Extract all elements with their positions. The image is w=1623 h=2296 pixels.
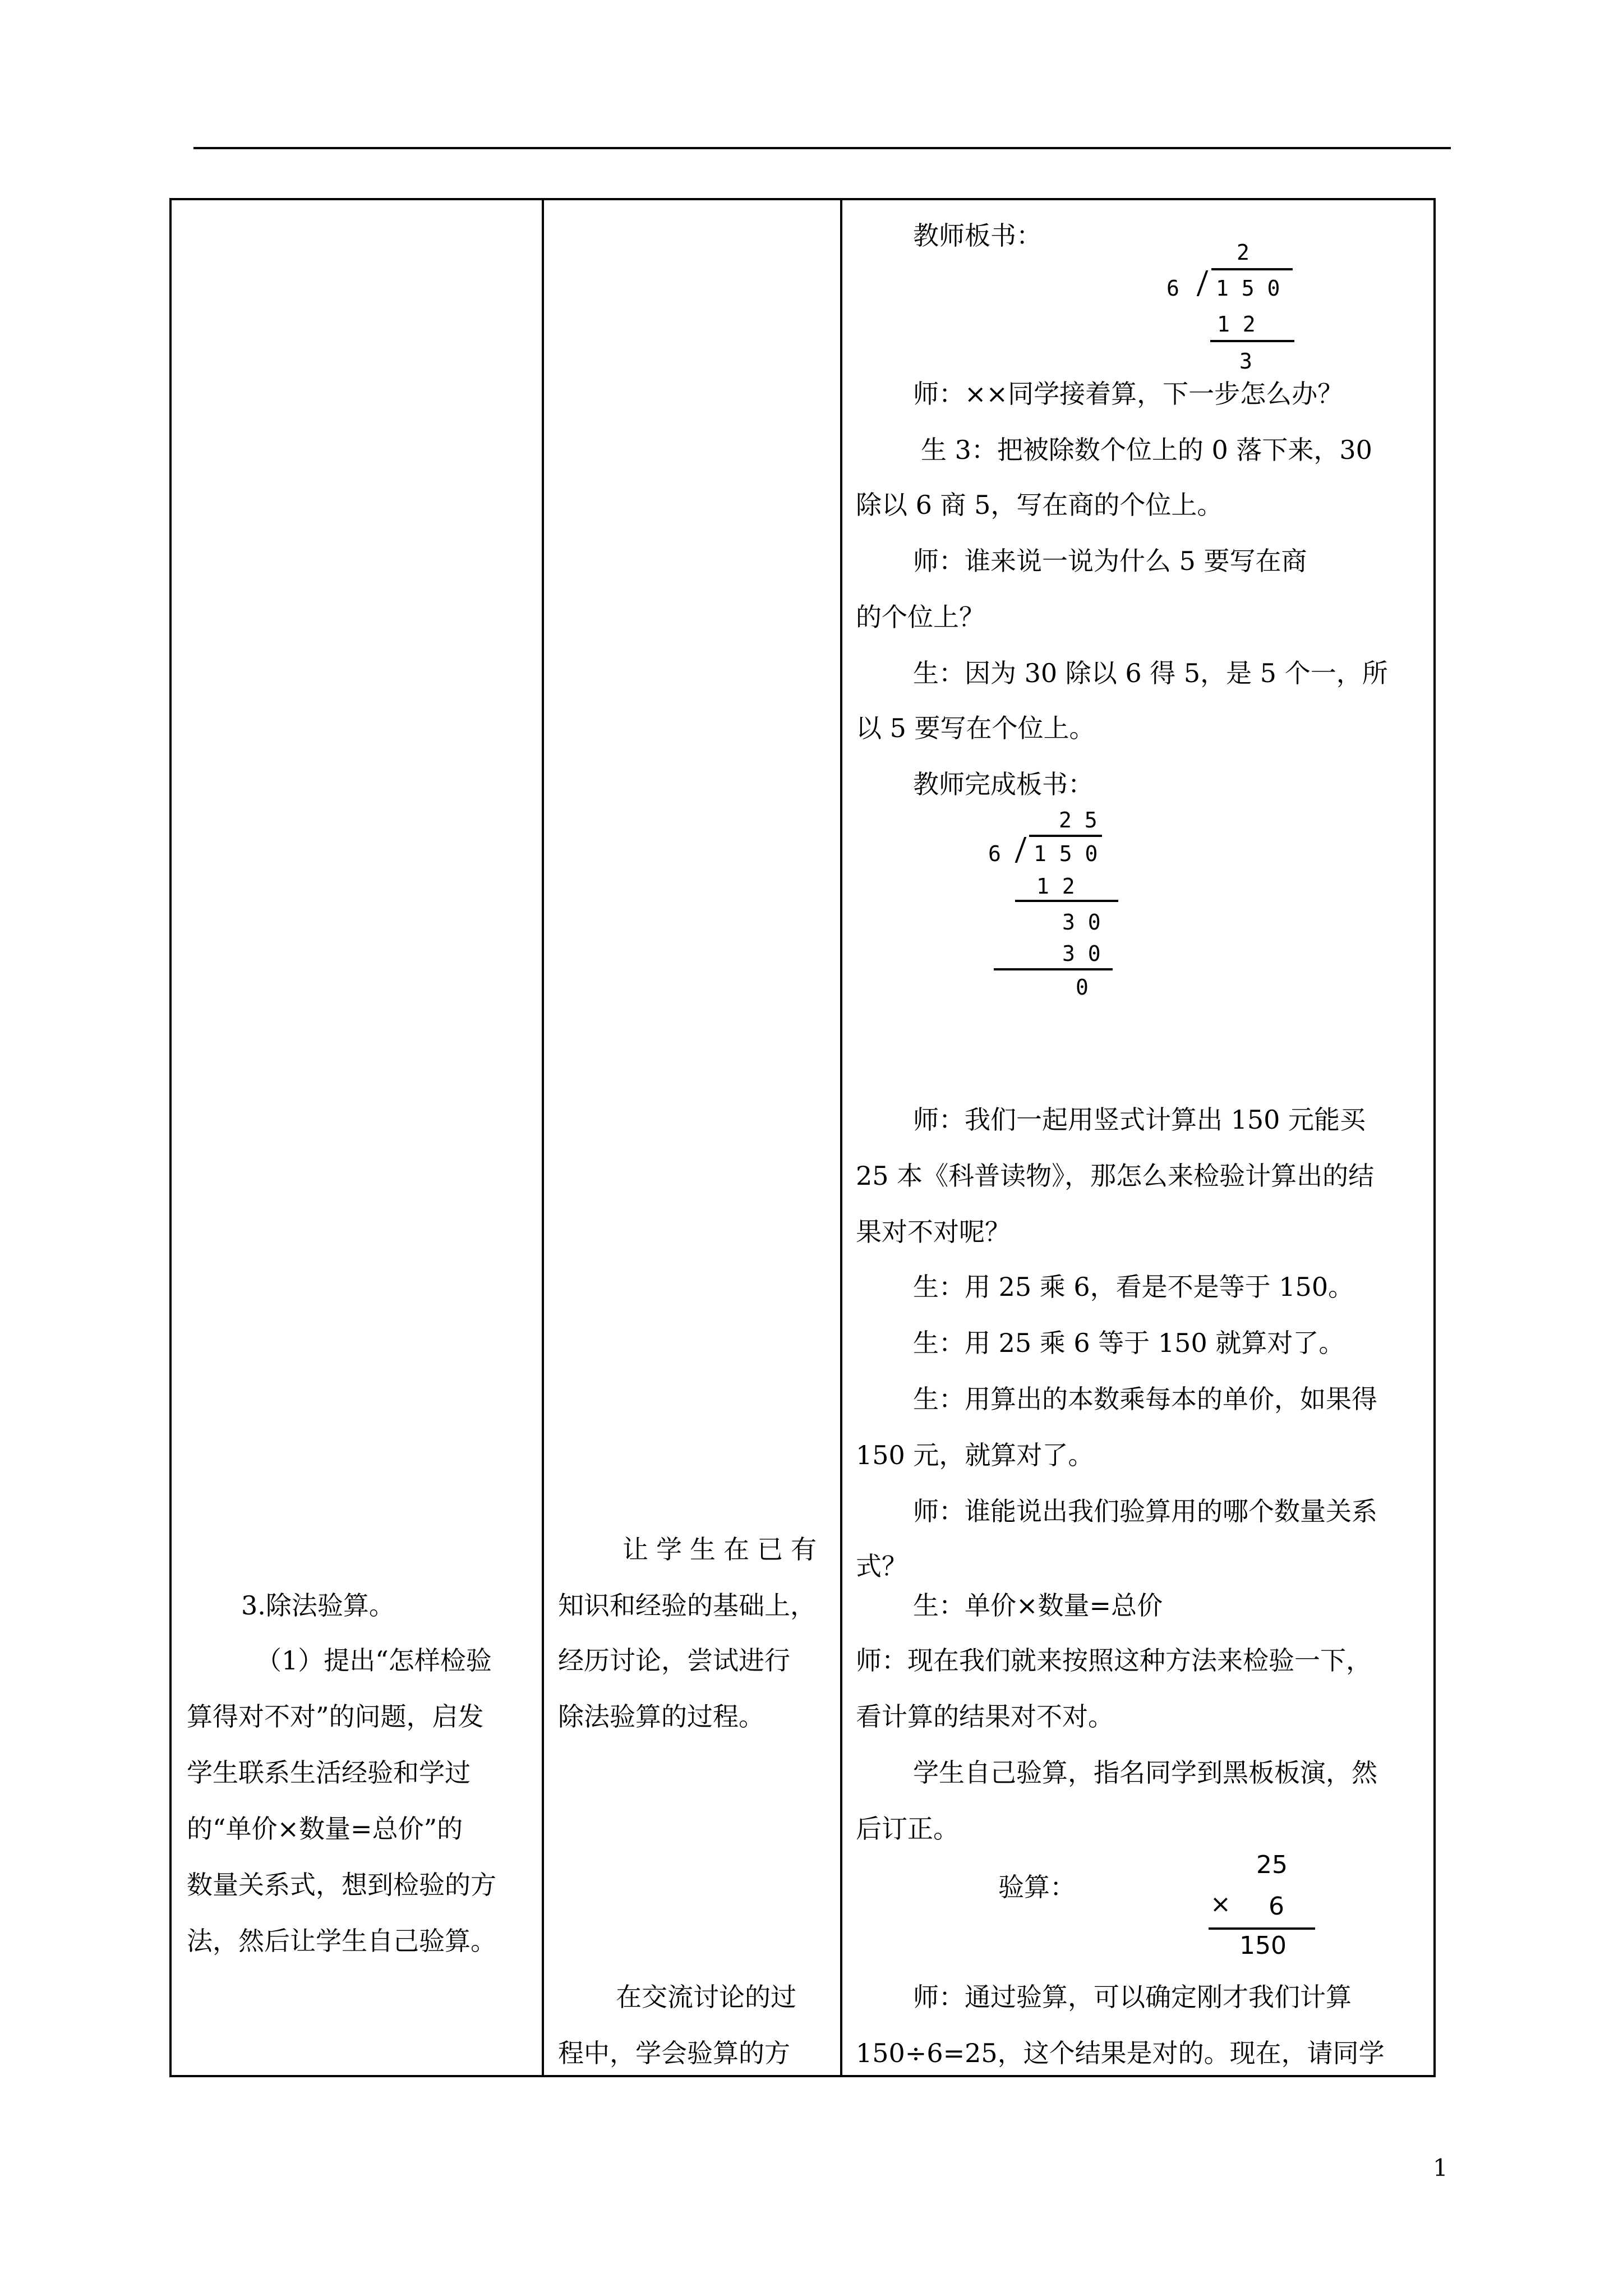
right-line: 教师板书：	[913, 220, 1042, 251]
right-line: 师：谁能说出我们验算用的哪个数量关系	[913, 1496, 1377, 1526]
div1-dividend: 1 5 0	[1216, 276, 1280, 301]
right-line: 以 5 要写在个位上。	[856, 713, 1095, 743]
mid-line: 让学生在已有	[623, 1534, 824, 1565]
check-label: 验算：	[998, 1872, 1076, 1902]
right-line: 150 元，就算对了。	[856, 1440, 1094, 1470]
right-line: 25 本《科普读物》，那怎么来检验计算出的结	[856, 1161, 1375, 1191]
right-line: 教师完成板书：	[913, 769, 1094, 799]
div2-subtract-line-1	[1015, 900, 1118, 902]
left-line: 数量关系式，想到检验的方	[187, 1870, 496, 1900]
div1-product: 1 2	[1217, 312, 1256, 337]
right-line: 生：因为 30 除以 6 得 5，是 5 个一，所	[913, 658, 1388, 688]
right-line: 学生自己验算，指名同学到黑板板演，然	[913, 1757, 1377, 1788]
right-line: 的个位上？	[856, 602, 985, 632]
right-line: 看计算的结果对不对。	[856, 1701, 1114, 1732]
div1-subtract-line	[1210, 340, 1294, 342]
div2-partial: 3 0	[1062, 910, 1101, 935]
mid-line: 知识和经验的基础上，	[558, 1590, 816, 1621]
mid-line: 在交流讨论的过	[616, 1982, 796, 2012]
div2-divisor: 6	[988, 841, 1001, 866]
div1-quotient: 2	[1237, 240, 1249, 265]
div2-product1: 1 2	[1036, 874, 1075, 899]
div1-remainder: 3	[1239, 349, 1252, 374]
right-line: 师：现在我们就来按照这种方法来检验一下，	[856, 1645, 1372, 1676]
div1-divisor: 6	[1166, 276, 1179, 301]
left-line: 学生联系生活经验和学过	[187, 1757, 471, 1788]
div2-product2: 3 0	[1062, 941, 1101, 966]
left-line: 算得对不对”的问题，启发	[187, 1701, 484, 1732]
div2-subtract-line-2	[994, 968, 1113, 970]
right-line: 150÷6=25，这个结果是对的。现在，请同学	[856, 2038, 1385, 2068]
div2-dividend: 1 5 0	[1034, 841, 1098, 866]
mid-line: 程中，学会验算的方	[558, 2038, 790, 2068]
check-line	[1209, 1927, 1315, 1930]
right-line: 后订正。	[856, 1814, 959, 1844]
lesson-table	[169, 198, 1436, 2077]
right-line: 果对不对呢？	[856, 1217, 1011, 1247]
right-line: 生：用算出的本数乘每本的单价，如果得	[913, 1384, 1377, 1414]
div2-remainder: 0	[1076, 975, 1089, 1000]
mid-line: 除法验算的过程。	[558, 1701, 764, 1732]
right-line: 师：××同学接着算，下一步怎么办？	[913, 379, 1344, 409]
right-line: 生：用 25 乘 6 等于 150 就算对了。	[913, 1328, 1345, 1358]
right-line: 式？	[856, 1551, 907, 1581]
left-line: 的“单价×数量=总价”的	[187, 1814, 463, 1844]
header-rule	[193, 147, 1451, 149]
right-line: 师：通过验算，可以确定刚才我们计算	[913, 1982, 1352, 2012]
check-multiplicand: 25	[1256, 1851, 1288, 1879]
check-operator: ×	[1210, 1890, 1231, 1918]
right-line: 生：用 25 乘 6，看是不是等于 150。	[913, 1272, 1354, 1302]
div1-bar	[1211, 268, 1293, 270]
left-line: 法，然后让学生自己验算。	[187, 1926, 496, 1956]
right-line: 师：我们一起用竖式计算出 150 元能买	[913, 1105, 1366, 1135]
div2-quotient: 2 5	[1059, 808, 1098, 832]
right-line: 生 3：把被除数个位上的 0 落下来，30	[921, 435, 1372, 465]
left-heading: 3.除法验算。	[241, 1590, 395, 1621]
column-divider-1	[542, 198, 544, 2077]
div2-bar	[1029, 835, 1102, 837]
left-line: （1）提出“怎样检验	[256, 1645, 492, 1676]
right-line: 除以 6 商 5，写在商的个位上。	[856, 490, 1223, 520]
check-product: 150	[1239, 1931, 1287, 1960]
mid-line: 经历讨论，尝试进行	[558, 1645, 790, 1676]
page-number: 1	[1433, 2154, 1448, 2182]
column-divider-2	[840, 198, 842, 2077]
check-multiplier: 6	[1269, 1892, 1284, 1921]
right-line: 师：谁来说一说为什么 5 要写在商	[913, 546, 1307, 576]
right-line: 生：单价×数量=总价	[913, 1590, 1163, 1621]
